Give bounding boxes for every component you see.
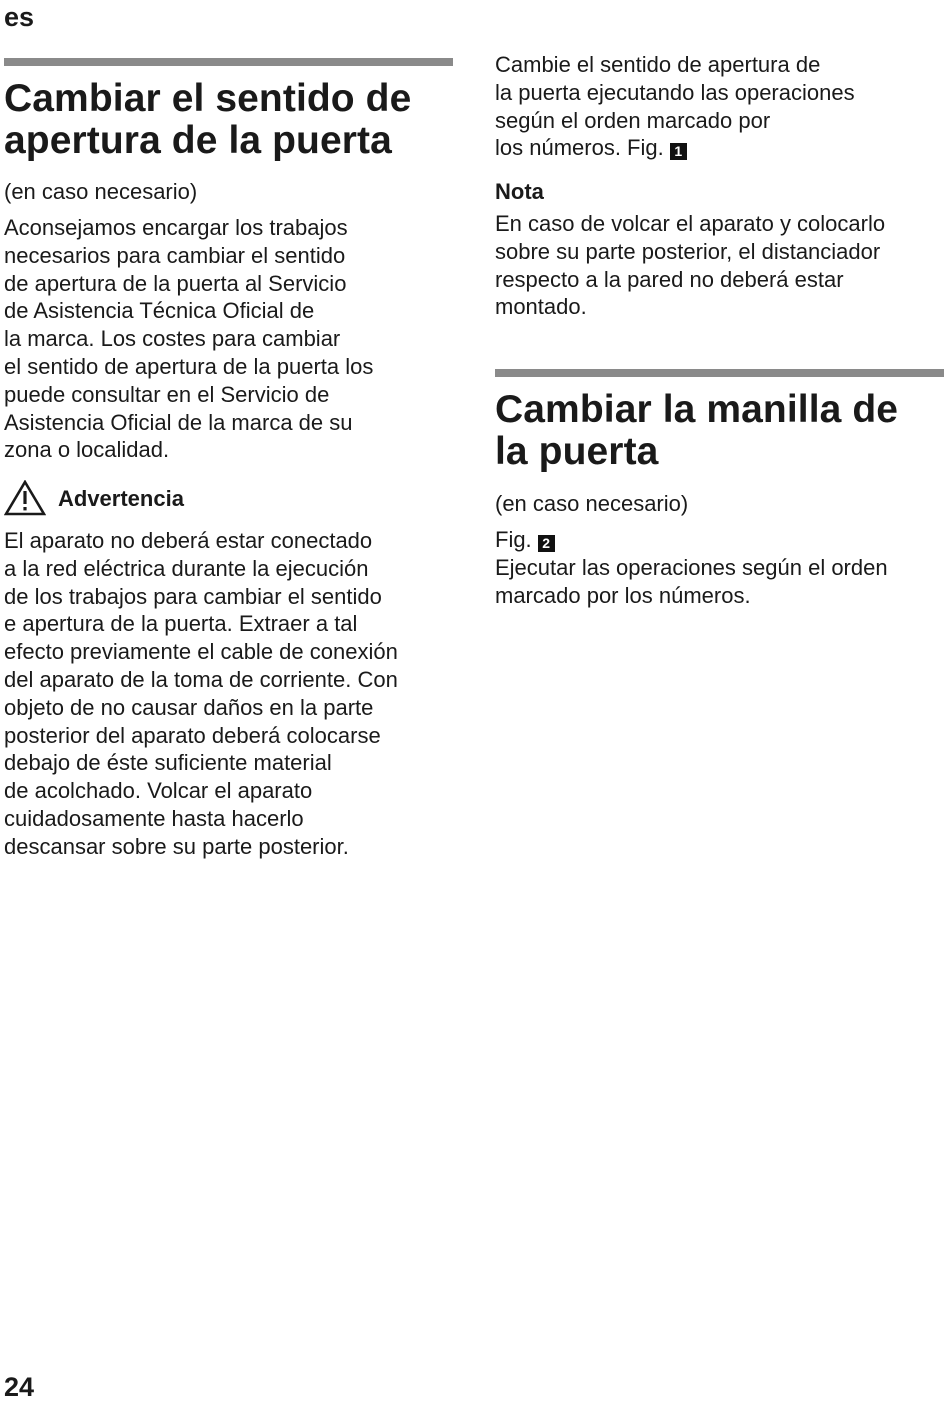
figure-line (495, 526, 555, 554)
figure-reference-1: 1 (670, 143, 687, 160)
figure-label: Fig. (495, 527, 532, 552)
section-subtitle-2: (en caso necesario) (495, 491, 689, 516)
section-rule (4, 58, 453, 66)
page-number: 24 (4, 1372, 35, 1402)
section-subtitle: (en caso necesario) (4, 179, 198, 204)
figure-reference-2: 2 (538, 535, 555, 552)
note-paragraph: En caso de volcar el aparato y colocarlo sobre su parte posterior, el distanciador respecto a la pared no deberá estar montado. (495, 211, 886, 320)
warning-heading (4, 480, 184, 516)
steps-text: Cambie el sentido de apertura de la puerta ejecutando las operaciones según el orden marcado por los números. Fig. (495, 52, 855, 161)
handle-paragraph: Ejecutar las operaciones según el orden marcado por los números. (495, 555, 888, 608)
note-label: Nota (495, 179, 544, 204)
language-code: es (4, 2, 35, 32)
section-rule-2 (495, 369, 944, 377)
warning-paragraph: El aparato no deberá estar conectado a la red eléctrica durante la ejecución de los trabajos para cambiar el sentido e apertura de la puerta. Extraer a tal efecto previamente el cable de conexión del aparato de la toma de corriente. Con objeto de no causar daños en la parte posterior del aparato deberá colocarse debajo de éste suficiente material de acolchado. Volcar el aparato cuidadosamente hasta hacerlo descansar sobre su parte posterior. (4, 528, 398, 859)
intro-paragraph: Aconsejamos encargar los trabajos necesarios para cambiar el sentido de apertura de la puerta al Servicio de Asistencia Técnica Oficial de la marca. Los costes para cambiar el sentido de apertura de la puerta los puede consultar en el Servicio de Asistencia Oficial de la marca de su zona o localidad. (4, 215, 374, 463)
warning-label: Advertencia (58, 485, 184, 511)
section-title-2: Cambiar la manilla de la puerta (495, 388, 899, 473)
warning-triangle-icon (4, 480, 46, 516)
steps-paragraph (495, 51, 855, 162)
section-title: Cambiar el sentido de apertura de la puerta (4, 77, 412, 162)
